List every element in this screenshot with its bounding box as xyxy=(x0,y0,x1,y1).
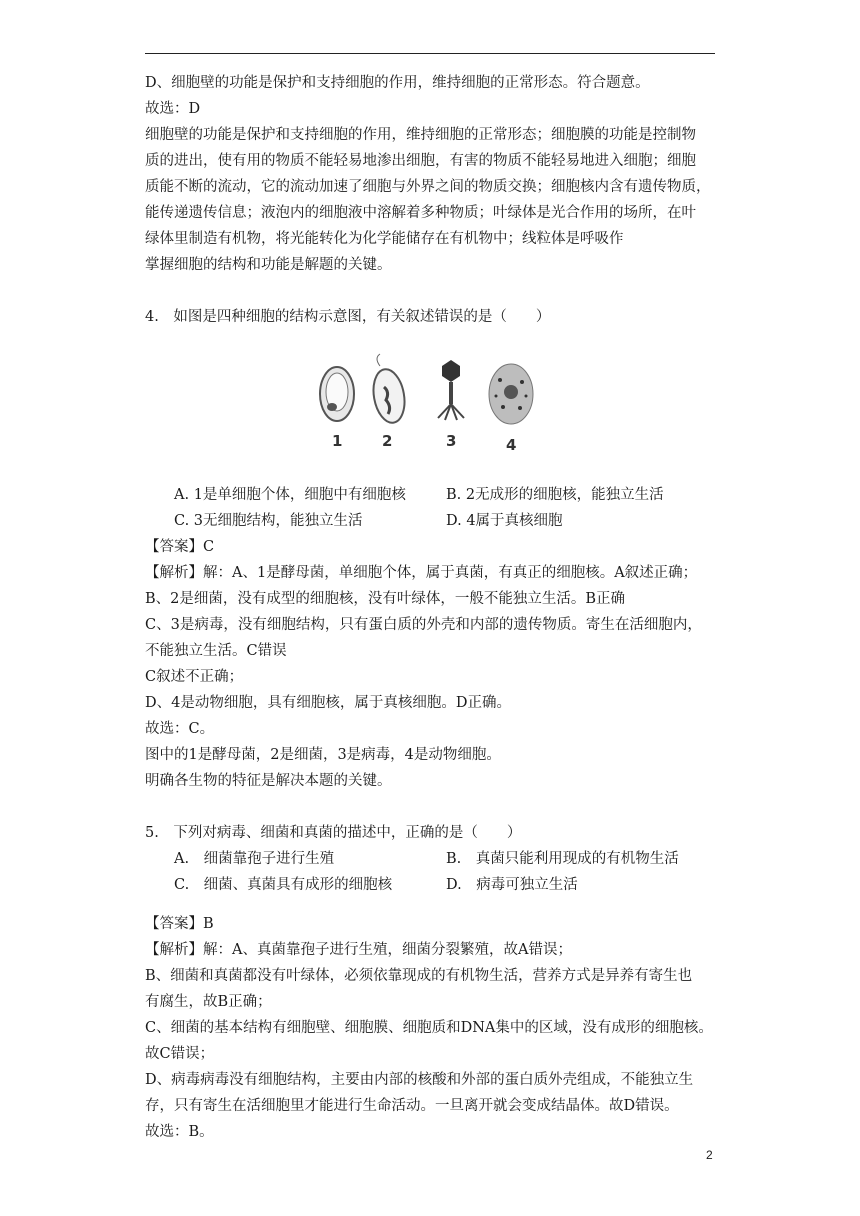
question-4-stem: 4. 如图是四种细胞的结构示意图，有关叙述错误的是（ ） xyxy=(145,309,551,325)
cell-diagram-figure xyxy=(310,352,540,462)
q5-analysis-line: C、细菌的基本结构有细胞壁、细胞膜、细胞质和DNA集中的区域，没有成形的细胞核。 xyxy=(145,1020,713,1036)
q4-answer: 【答案】C xyxy=(145,539,215,555)
q5-analysis-line: 存，只有寄生在活细胞里才能进行生命活动。一旦离开就会变成结晶体。故D错误。 xyxy=(145,1098,679,1114)
q4-option-d: D. 4属于真核细胞 xyxy=(446,513,563,529)
yeast-cell-illustration xyxy=(320,367,354,421)
q5-analysis-line: 故C错误； xyxy=(145,1046,215,1062)
header-rule xyxy=(145,53,715,54)
text-line: 质的进出，使有用的物质不能轻易地渗出细胞，有害的物质不能轻易地进入细胞；细胞 xyxy=(145,153,696,169)
q4-option-a: A. 1是单细胞个体，细胞中有细胞核 xyxy=(174,487,406,503)
q5-analysis-line: D、病毒病毒没有细胞结构，主要由内部的核酸和外部的蛋白质外壳组成，不能独立生 xyxy=(145,1072,694,1088)
q5-option-a: A. 细菌靠孢子进行生殖 xyxy=(174,851,335,867)
text-line: 掌握细胞的结构和功能是解题的关键。 xyxy=(145,257,392,273)
q5-option-b: B. 真菌只能利用现成的有机物生活 xyxy=(446,851,679,867)
text-line: 细胞壁的功能是保护和支持细胞的作用，维持细胞的正常形态；细胞膜的功能是控制物 xyxy=(145,127,696,143)
q5-analysis-line: B、细菌和真菌都没有叶绿体，必须依靠现成的有机物生活，营养方式是异养有寄生也 xyxy=(145,968,693,984)
q4-analysis-line: 故选：C。 xyxy=(145,721,215,737)
q5-answer: 【答案】B xyxy=(145,916,214,932)
q4-analysis-line: B、2是细菌，没有成型的细胞核，没有叶绿体，一般不能独立生活。B正确 xyxy=(145,591,626,607)
q4-analysis-line: 不能独立生活。C错误 xyxy=(145,643,287,659)
q4-analysis-line: 明确各生物的特征是解决本题的关键。 xyxy=(145,773,392,789)
q4-analysis-line: C、3是病毒，没有细胞结构，只有蛋白质的外壳和内部的遗传物质。寄生在活细胞内， xyxy=(145,617,702,633)
q4-analysis-line: C叙述不正确； xyxy=(145,669,244,685)
figure-label-3: 3 xyxy=(446,432,457,450)
page-number: 2 xyxy=(706,1148,713,1162)
q5-option-c: C. 细菌、真菌具有成形的细胞核 xyxy=(174,877,393,893)
text-line: 能传递遗传信息；液泡内的细胞液中溶解着多种物质；叶绿体是光合作用的场所，在叶 xyxy=(145,205,696,221)
q5-option-d: D. 病毒可独立生活 xyxy=(446,877,578,893)
animal-cell-illustration xyxy=(489,364,533,424)
question-5-stem: 5. 下列对病毒、细菌和真菌的描述中，正确的是（ ） xyxy=(145,825,522,841)
q5-analysis-line: 【解析】解：A、真菌靠孢子进行生殖，细菌分裂繁殖，故A错误； xyxy=(145,942,572,958)
figure-label-1: 1 xyxy=(332,432,343,450)
text-line: 故选：D xyxy=(145,101,201,117)
q4-analysis-line: 图中的1是酵母菌，2是细菌，3是病毒，4是动物细胞。 xyxy=(145,747,501,763)
text-line: D、细胞壁的功能是保护和支持细胞的作用，维持细胞的正常形态。符合题意。 xyxy=(145,75,650,91)
text-line: 质能不断的流动，它的流动加速了细胞与外界之间的物质交换；细胞核内含有遗传物质， xyxy=(145,179,711,195)
q5-analysis-line: 故选：B。 xyxy=(145,1124,214,1140)
text-line: 绿体里制造有机物，将光能转化为化学能储存在有机物中；线粒体是呼吸作 xyxy=(145,231,624,247)
q4-analysis-line: 【解析】解：A、1是酵母菌，单细胞个体，属于真菌，有真正的细胞核。A叙述正确； xyxy=(145,565,698,581)
virus-illustration xyxy=(438,360,464,420)
bacterium-illustration xyxy=(370,354,409,425)
figure-label-4: 4 xyxy=(506,436,517,454)
q4-option-c: C. 3无细胞结构，能独立生活 xyxy=(174,513,363,529)
q4-option-b: B. 2无成形的细胞核，能独立生活 xyxy=(446,487,664,503)
q5-analysis-line: 有腐生，故B正确； xyxy=(145,994,272,1010)
q4-analysis-line: D、4是动物细胞，具有细胞核，属于真核细胞。D正确。 xyxy=(145,695,511,711)
figure-label-2: 2 xyxy=(382,432,393,450)
